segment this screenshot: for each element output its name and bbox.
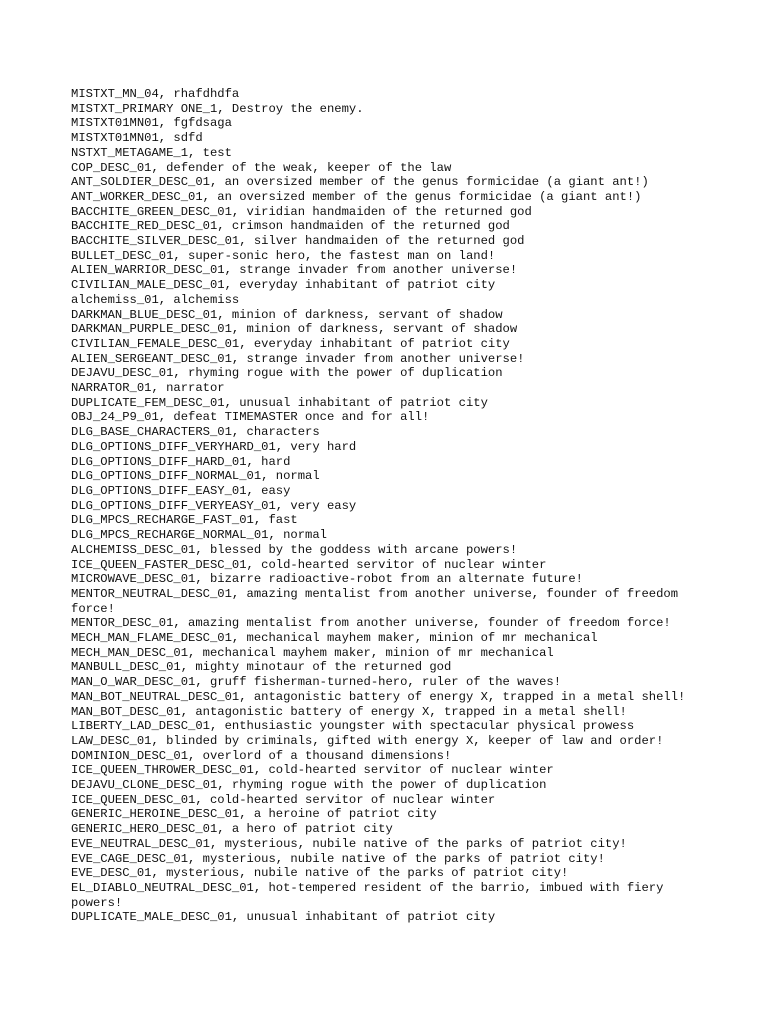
text-line: OBJ_24_P9_01, defeat TIMEMASTER once and for all! [71,410,430,425]
text-line: alchemiss_01, alchemiss [71,292,240,307]
text-line: MAN_BOT_NEUTRAL_DESC_01, antagonistic battery of energy X, trapped in a metal shell! [71,689,686,704]
text-line: NARRATOR_01, narrator [71,381,225,396]
text-line: MISTXT_MN_04, rhafdhdfa [71,87,240,101]
text-line: MICROWAVE_DESC_01, bizarre radioactive-robot from an alternate future! [71,572,583,587]
text-line: ANT_SOLDIER_DESC_01, an oversized member of the genus formicidae (a giant ant!) [71,175,649,190]
text-line: DLG_OPTIONS_DIFF_EASY_01, easy [71,483,291,498]
text-line: EVE_DESC_01, mysterious, nubile native of the parks of patriot city! [71,866,569,881]
text-line: GENERIC_HEROINE_DESC_01, a heroine of patriot city [71,807,437,822]
text-line: MECH_MAN_DESC_01, mechanical mayhem maker, minion of mr mechanical [71,645,554,660]
text-line: MISTXT_PRIMARY ONE_1, Destroy the enemy. [71,101,364,116]
text-line: BACCHITE_RED_DESC_01, crimson handmaiden of the returned god [71,219,510,234]
text-line: ALIEN_SERGEANT_DESC_01, strange invader from another universe! [71,351,525,366]
text-line: DUPLICATE_MALE_DESC_01, unusual inhabitant of patriot city [71,910,496,925]
text-line: MENTOR_NEUTRAL_DESC_01, amazing mentalist from another universe, founder of freedom force! [71,586,686,616]
text-line: COP_DESC_01, defender of the weak, keeper of the law [71,160,452,175]
text-line: MAN_O_WAR_DESC_01, gruff fisherman-turned-hero, ruler of the waves! [71,675,562,690]
text-line: DEJAVU_DESC_01, rhyming rogue with the power of duplication [71,366,503,381]
text-line: DLG_OPTIONS_DIFF_NORMAL_01, normal [71,469,320,484]
text-line: EVE_CAGE_DESC_01, mysterious, nubile native of the parks of patriot city! [71,851,605,866]
text-line: BULLET_DESC_01, super-sonic hero, the fastest man on land! [71,248,496,263]
text-line: LIBERTY_LAD_DESC_01, enthusiastic youngster with spectacular physical prowess [71,719,635,734]
text-line: DLG_OPTIONS_DIFF_VERYHARD_01, very hard [71,439,357,454]
text-line: MENTOR_DESC_01, amazing mentalist from another universe, founder of freedom force! [71,616,671,631]
string-table-text [71,87,701,925]
text-line: DARKMAN_BLUE_DESC_01, minion of darkness, servant of shadow [71,307,503,322]
text-line: EVE_NEUTRAL_DESC_01, mysterious, nubile native of the parks of patriot city! [71,836,627,851]
text-line: EL_DIABLO_NEUTRAL_DESC_01, hot-tempered resident of the barrio, imbued with fiery powers! [71,880,671,910]
text-line: ALCHEMISS_DESC_01, blessed by the goddess with arcane powers! [71,542,518,557]
text-line: DLG_OPTIONS_DIFF_VERYEASY_01, very easy [71,498,357,513]
text-line: MANBULL_DESC_01, mighty minotaur of the returned god [71,660,452,675]
text-line: DEJAVU_CLONE_DESC_01, rhyming rogue with the power of duplication [71,778,547,793]
text-line: DLG_MPCS_RECHARGE_NORMAL_01, normal [71,528,327,543]
text-line: BACCHITE_GREEN_DESC_01, viridian handmaiden of the returned god [71,204,532,219]
text-line: DLG_MPCS_RECHARGE_FAST_01, fast [71,513,298,528]
text-line: ICE_QUEEN_DESC_01, cold-hearted servitor of nuclear winter [71,792,496,807]
text-line: MISTXT01MN01, sdfd [71,131,203,146]
text-line: ICE_QUEEN_FASTER_DESC_01, cold-hearted servitor of nuclear winter [71,557,547,572]
text-line: ALIEN_WARRIOR_DESC_01, strange invader from another universe! [71,263,518,278]
text-line: BACCHITE_SILVER_DESC_01, silver handmaiden of the returned god [71,234,525,249]
text-line: GENERIC_HERO_DESC_01, a hero of patriot city [71,822,393,837]
text-line: MECH_MAN_FLAME_DESC_01, mechanical mayhem maker, minion of mr mechanical [71,631,598,646]
text-line: DARKMAN_PURPLE_DESC_01, minion of darkness, servant of shadow [71,322,518,337]
text-line: DOMINION_DESC_01, overlord of a thousand dimensions! [71,748,452,763]
text-line: DLG_OPTIONS_DIFF_HARD_01, hard [71,454,291,469]
text-line: CIVILIAN_FEMALE_DESC_01, everyday inhabitant of patriot city [71,336,510,351]
text-line: LAW_DESC_01, blinded by criminals, gifted with energy X, keeper of law and order! [71,733,664,748]
text-line: DUPLICATE_FEM_DESC_01, unusual inhabitant of patriot city [71,395,488,410]
text-line: ANT_WORKER_DESC_01, an oversized member of the genus formicidae (a giant ant!) [71,189,642,204]
text-line: MISTXT01MN01, fgfdsaga [71,116,232,131]
text-line: CIVILIAN_MALE_DESC_01, everyday inhabitant of patriot city [71,278,496,293]
text-line: ICE_QUEEN_THROWER_DESC_01, cold-hearted servitor of nuclear winter [71,763,554,778]
text-line: MAN_BOT_DESC_01, antagonistic battery of energy X, trapped in a metal shell! [71,704,627,719]
text-line: DLG_BASE_CHARACTERS_01, characters [71,425,320,440]
text-line: NSTXT_METAGAME_1, test [71,145,232,160]
